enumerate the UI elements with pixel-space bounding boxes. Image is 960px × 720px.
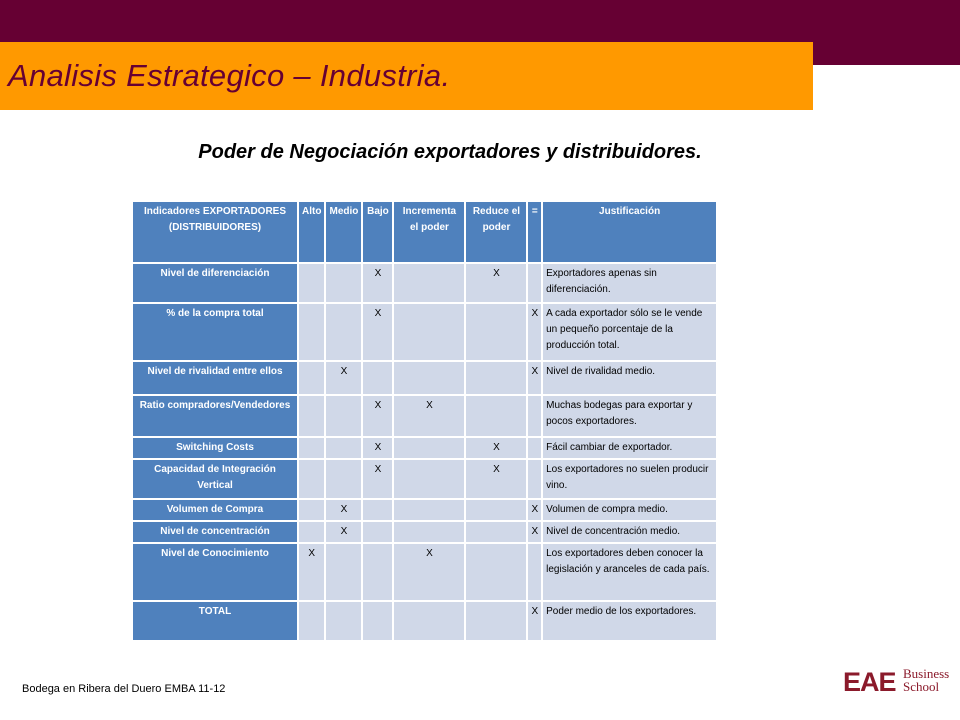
cell-reduce: X: [466, 438, 526, 458]
cell-justificacion: Poder medio de los exportadores.: [543, 602, 716, 640]
header-medio: Medio: [326, 202, 361, 262]
cell-reduce: [466, 362, 526, 394]
logo-line-2: School: [903, 679, 940, 694]
cell-medio: [326, 602, 361, 640]
cell-alto: [299, 362, 324, 394]
cell-bajo: [363, 522, 392, 542]
row-indicator: Nivel de Conocimiento: [133, 544, 297, 600]
table-row: [133, 522, 716, 542]
cell-reduce: [466, 522, 526, 542]
negotiation-power-table: [131, 200, 718, 642]
cell-igual: X: [528, 522, 541, 542]
cell-alto: [299, 522, 324, 542]
cell-bajo: X: [363, 264, 392, 302]
cell-alto: [299, 264, 324, 302]
logo-line-1: Business: [903, 666, 950, 681]
row-indicator: Nivel de concentración: [133, 522, 297, 542]
cell-igual: [528, 438, 541, 458]
table-row: [133, 438, 716, 458]
cell-alto: [299, 304, 324, 360]
header-reduce: Reduce el poder: [466, 202, 526, 262]
row-indicator: Switching Costs: [133, 438, 297, 458]
cell-incrementa: [394, 304, 464, 360]
header-alto: Alto: [299, 202, 324, 262]
cell-incrementa: [394, 264, 464, 302]
cell-medio: X: [326, 362, 361, 394]
row-indicator: Capacidad de Integración Vertical: [133, 460, 297, 498]
cell-medio: X: [326, 500, 361, 520]
cell-medio: X: [326, 522, 361, 542]
logo-main: EAE: [843, 667, 896, 697]
cell-incrementa: X: [394, 544, 464, 600]
cell-medio: [326, 304, 361, 360]
header-igual: =: [528, 202, 541, 262]
cell-medio: [326, 460, 361, 498]
cell-igual: X: [528, 304, 541, 360]
cell-justificacion: Nivel de concentración medio.: [543, 522, 716, 542]
table-row: [133, 544, 716, 600]
cell-incrementa: [394, 362, 464, 394]
cell-justificacion: Volumen de compra medio.: [543, 500, 716, 520]
cell-bajo: [363, 500, 392, 520]
cell-medio: [326, 396, 361, 436]
table-row: [133, 460, 716, 498]
slide-title: Analisis Estrategico – Industria.: [8, 58, 451, 93]
cell-alto: [299, 460, 324, 498]
cell-alto: [299, 500, 324, 520]
cell-reduce: [466, 544, 526, 600]
header-incrementa: Incrementa el poder: [394, 202, 464, 262]
slide-subtitle: Poder de Negociación exportadores y distribuidores.: [198, 141, 702, 163]
row-indicator: Volumen de Compra: [133, 500, 297, 520]
cell-reduce: [466, 500, 526, 520]
header-indicator: Indicadores EXPORTADORES (DISTRIBUIDORES): [133, 202, 297, 262]
table-row: [133, 304, 716, 360]
cell-reduce: [466, 396, 526, 436]
cell-igual: [528, 264, 541, 302]
cell-igual: X: [528, 500, 541, 520]
cell-justificacion: Fácil cambiar de exportador.: [543, 438, 716, 458]
cell-alto: X: [299, 544, 324, 600]
cell-bajo: X: [363, 304, 392, 360]
cell-reduce: X: [466, 264, 526, 302]
cell-medio: [326, 264, 361, 302]
table-header-row: [133, 202, 716, 262]
row-indicator: % de la compra total: [133, 304, 297, 360]
table-row: [133, 602, 716, 640]
cell-reduce: [466, 304, 526, 360]
cell-incrementa: X: [394, 396, 464, 436]
header-justificacion: Justificación: [543, 202, 716, 262]
cell-incrementa: [394, 460, 464, 498]
cell-reduce: X: [466, 460, 526, 498]
cell-bajo: [363, 544, 392, 600]
cell-bajo: X: [363, 438, 392, 458]
cell-reduce: [466, 602, 526, 640]
cell-justificacion: Exportadores apenas sin diferenciación.: [543, 264, 716, 302]
cell-justificacion: A cada exportador sólo se le vende un pequeño porcentaje de la producción total.: [543, 304, 716, 360]
cell-igual: [528, 544, 541, 600]
cell-justificacion: Los exportadores deben conocer la legislación y aranceles de cada país.: [543, 544, 716, 600]
footer-text: Bodega en Ribera del Duero EMBA 11-12: [22, 683, 226, 695]
cell-justificacion: Los exportadores no suelen producir vino.: [543, 460, 716, 498]
table-row: [133, 396, 716, 436]
cell-justificacion: Nivel de rivalidad medio.: [543, 362, 716, 394]
cell-medio: [326, 438, 361, 458]
row-indicator: Nivel de rivalidad entre ellos: [133, 362, 297, 394]
cell-incrementa: [394, 522, 464, 542]
logo-subtitle: [903, 667, 949, 693]
header-bajo: Bajo: [363, 202, 392, 262]
cell-incrementa: [394, 602, 464, 640]
cell-alto: [299, 438, 324, 458]
cell-alto: [299, 396, 324, 436]
row-indicator: TOTAL: [133, 602, 297, 640]
cell-bajo: X: [363, 396, 392, 436]
cell-igual: X: [528, 602, 541, 640]
cell-igual: [528, 396, 541, 436]
cell-igual: [528, 460, 541, 498]
cell-medio: [326, 544, 361, 600]
cell-igual: X: [528, 362, 541, 394]
table-row: [133, 500, 716, 520]
cell-justificacion: Muchas bodegas para exportar y pocos exportadores.: [543, 396, 716, 436]
cell-bajo: [363, 362, 392, 394]
cell-bajo: [363, 602, 392, 640]
cell-incrementa: [394, 500, 464, 520]
table-row: [133, 264, 716, 302]
cell-incrementa: [394, 438, 464, 458]
row-indicator: Nivel de diferenciación: [133, 264, 297, 302]
cell-alto: [299, 602, 324, 640]
cell-bajo: X: [363, 460, 392, 498]
table-row: [133, 362, 716, 394]
row-indicator: Ratio compradores/Vendedores: [133, 396, 297, 436]
